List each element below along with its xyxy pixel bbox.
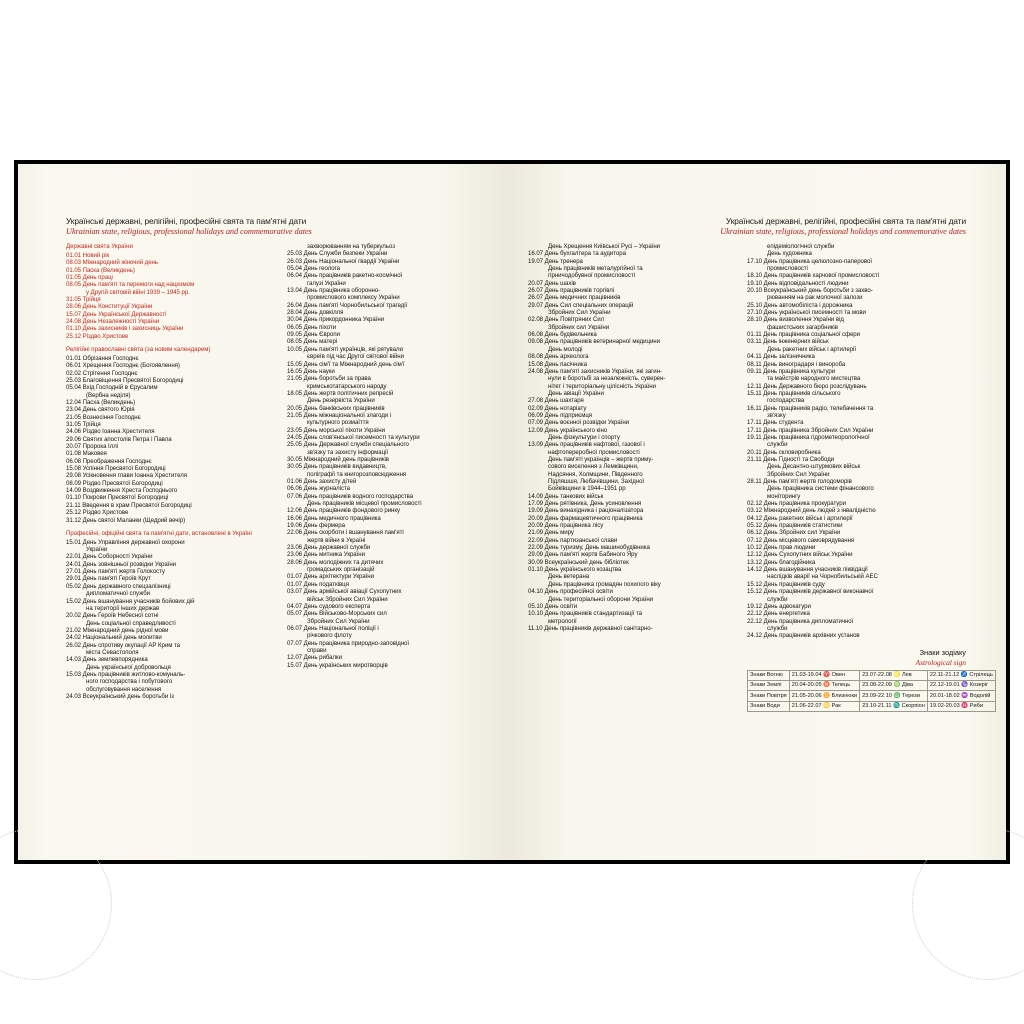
zodiac-cell: 21.06-22.07 ♋ Рак bbox=[789, 701, 859, 711]
holiday-entry: 21.05 День боротьби за права bbox=[287, 375, 371, 383]
holiday-entry: 10.10 День працівників стандартизації та bbox=[528, 610, 643, 618]
zodiac-cell: 22.12-19.01 ♑ Козеріг bbox=[927, 680, 995, 690]
zodiac-title-en: Astrological sign bbox=[915, 657, 966, 667]
holiday-entry: та майстрів народного мистецтва bbox=[767, 375, 861, 383]
section-title-state-holidays: Державні свята України bbox=[66, 243, 133, 250]
holiday-entry: 23.06 День державної служби bbox=[287, 544, 371, 552]
holiday-entry: 16.07 День бухгалтера та аудитора bbox=[528, 250, 626, 258]
holiday-entry: річкового флоту bbox=[307, 632, 352, 640]
holiday-entry: моніторингу bbox=[767, 492, 801, 500]
zodiac-row bbox=[748, 701, 996, 711]
holiday-entry: 03.07 День армійської авіації Сухопутних bbox=[287, 588, 402, 596]
holiday-entry: 21.09 День миру bbox=[528, 529, 574, 537]
zodiac-cell: Знаки Землі bbox=[748, 680, 790, 690]
holiday-entry: 06.07 День Національної поліції і bbox=[287, 624, 379, 632]
holiday-entry: 04.12 День ракетних військ і артилерії bbox=[747, 514, 853, 522]
holiday-entry: 06.05 День піхоти bbox=[287, 323, 336, 331]
holiday-entry: 06.04 День працівників ракетно-космічної bbox=[287, 272, 403, 280]
holiday-entry: 18.10 День працівників харчової промисловості bbox=[747, 272, 879, 280]
zodiac-table bbox=[747, 670, 996, 713]
holiday-entry: 30.09 Всеукраїнський день бібліотек bbox=[528, 558, 629, 566]
zodiac-cell: 21.03-19.04 ♈ Овен bbox=[789, 670, 859, 680]
holiday-entry: 11.10 День працівників державної санітарно- bbox=[528, 624, 653, 632]
holiday-entry: 24.06 Різдво Іоанна Хрестителя bbox=[66, 428, 155, 436]
right-column-2 bbox=[747, 243, 993, 712]
holiday-entry: епідеміологічної служби bbox=[767, 243, 835, 250]
holiday-entry: 26.04 День пам'яті Чорнобильської трагедії bbox=[287, 301, 408, 309]
holiday-entry: 29.09 День пам'яті жертв Бабиного Яру bbox=[528, 551, 638, 559]
holiday-entry: 08.05 День пам'яті та перемоги над нацизмом bbox=[66, 281, 195, 289]
holiday-entry: нафтопереробної промисловості bbox=[548, 448, 640, 456]
holiday-entry: 08.03 Міжнародний жіночий день bbox=[66, 259, 158, 267]
holiday-entry: 14.09 Воздвиження Хреста Господнього bbox=[66, 487, 178, 495]
holiday-entry: 20.09 День фармацевтичного працівника bbox=[528, 514, 643, 522]
holiday-entry: нули в боротьбі за незалежність, суверен- bbox=[548, 375, 666, 383]
holiday-entry: жертв війни в Україні bbox=[307, 536, 366, 544]
holiday-entry: галузі України bbox=[307, 279, 346, 287]
holiday-entry: 21.02 Міжнародний день рідної мови bbox=[66, 626, 169, 634]
zodiac-cell: 23.08-22.09 ♍ Діва bbox=[860, 680, 928, 690]
holiday-entry: справи bbox=[307, 646, 327, 654]
holiday-entry: метрології bbox=[548, 617, 577, 625]
dates-list-july-october bbox=[528, 243, 737, 632]
holiday-entry: 28.04 День довкілля bbox=[287, 309, 344, 317]
holiday-entry: 15.07 День Української Державності bbox=[66, 310, 167, 318]
holiday-entry: 19.12 День адвокатури bbox=[747, 602, 811, 610]
holiday-entry: 01.06 День захисту дітей bbox=[287, 478, 357, 485]
holiday-entry: 20.09 День працівника лісу bbox=[528, 522, 604, 530]
holiday-entry: 28.11 День пам'яті жертв голодоморів bbox=[747, 478, 852, 485]
holiday-entry: 25.12 Різдво Христове bbox=[66, 509, 129, 517]
holiday-entry: 15.07 День українських миротворців bbox=[287, 661, 388, 669]
holiday-entry: євреїв під час Другої світової війни bbox=[307, 353, 404, 361]
holiday-entry: 28.06 День молодіжних та дитячих bbox=[287, 558, 384, 566]
holiday-entry: 24.03 Всеукраїнський день боротьби із bbox=[66, 692, 174, 700]
left-column-2 bbox=[287, 243, 498, 669]
left-columns bbox=[66, 243, 498, 700]
holiday-entry: 28.06 День Конституції України bbox=[66, 303, 153, 311]
holiday-entry: День працівника громадян похилого віку bbox=[548, 580, 661, 588]
left-column-1 bbox=[66, 243, 277, 700]
left-page bbox=[18, 164, 512, 860]
holiday-entry: 12.06 День працівників фондового ринку bbox=[287, 507, 401, 515]
holiday-entry: промислового комплексу України bbox=[307, 294, 400, 302]
religious-holidays-list bbox=[66, 355, 277, 524]
holiday-entry: 25.10 День автомобіліста і дорожника bbox=[747, 301, 853, 309]
section-title-religious-holidays: Релігійні православні свята (за новим календарем) bbox=[66, 346, 211, 354]
holiday-entry: 15.01 День Управління державної охорони bbox=[66, 538, 185, 546]
zodiac-row bbox=[748, 691, 996, 701]
holiday-entry: 14.03 День землевпорядника bbox=[66, 656, 148, 664]
holiday-entry: 07.09 День воєнної розвідки України bbox=[528, 419, 630, 427]
calendar-page-frame bbox=[14, 160, 1010, 864]
holiday-entry: 12.11 День Державного бюро розслідувань bbox=[747, 382, 867, 390]
holiday-entry: 22.12 День енергетика bbox=[747, 610, 810, 618]
holiday-entry: 15.02 День вшанування учасників бойових дій bbox=[66, 597, 195, 605]
holiday-entry: культурного розмаїття bbox=[307, 419, 369, 427]
holiday-entry: нітет і територіальну цілісність України bbox=[548, 382, 656, 390]
holiday-entry: зв'язку bbox=[767, 411, 786, 419]
holiday-entry: 30.05 Міжнародний день працівників bbox=[287, 455, 389, 463]
holiday-entry: 05.04 День геолога bbox=[287, 265, 341, 273]
holiday-entry: 22.09 День туризму, День машинобудівника bbox=[528, 544, 650, 552]
holiday-entry: 31.12 День святої Маланки (Щедрий вечір) bbox=[66, 516, 186, 524]
holiday-entry: Збройних Сил України bbox=[767, 470, 830, 478]
holiday-entry: 20.07 День шахів bbox=[528, 279, 576, 287]
zodiac-cell: 21.05-20.06 ♊ Близнюки bbox=[789, 691, 859, 701]
holiday-entry: 22.12 День працівника дипломатичної bbox=[747, 617, 854, 625]
holiday-entry: служби bbox=[767, 595, 788, 603]
holiday-entry: сового виселення з Лемківщини, bbox=[548, 463, 639, 471]
holiday-entry: 01.01 Новий рік bbox=[66, 251, 110, 259]
holiday-entry: День Десантно-штурмових військ bbox=[767, 463, 861, 471]
holiday-entry: 05.04 Вхід Господній в Єрусалим bbox=[66, 384, 158, 392]
holiday-entry: 20.11 День скловиробника bbox=[747, 448, 821, 456]
holiday-entry: 06.08 День будівельника bbox=[528, 331, 597, 339]
holiday-entry: фашистських загарбників bbox=[767, 323, 838, 331]
holiday-entry: 27.08 День шахтаря bbox=[528, 397, 584, 405]
zodiac-cell: 19.02-20.03 ♓ Риби bbox=[927, 701, 995, 711]
holiday-entry: ного господарства і побутового bbox=[86, 678, 173, 686]
holiday-entry: 26.03 День Національної гвардії України bbox=[287, 257, 400, 265]
holiday-entry: 21.11 Введення в храм Пресвятої Богородиці bbox=[66, 501, 192, 509]
holiday-entry: на території інших держав bbox=[86, 604, 160, 612]
zodiac-cell: Знаки Води bbox=[748, 701, 790, 711]
holiday-entry: військ Збройних Сил України bbox=[307, 595, 388, 603]
holiday-entry: 26.07 День медичних працівників bbox=[528, 294, 621, 302]
holiday-entry: зв'язку та захисту інформації bbox=[307, 448, 389, 456]
holiday-entry: 01.08 Маковея bbox=[66, 450, 107, 458]
holiday-entry: 15.08 Успіння Пресвятої Богородиці bbox=[66, 465, 166, 473]
holiday-entry: Підляшшя, Любачівщини, Західної bbox=[548, 478, 645, 485]
holiday-entry: 01.01 Обрізання Господнє bbox=[66, 354, 139, 362]
zodiac-cell: 23.09-22.10 ♎ Терези bbox=[860, 691, 928, 701]
holiday-entry: 20.02 День Героїв Небесної сотні bbox=[66, 612, 159, 620]
page-title-uk-left: Українські державні, релігійні, професійні свята та пам'ятні дати bbox=[66, 216, 307, 226]
holiday-entry: День Хрещення Київської Русі – України bbox=[548, 243, 661, 250]
holiday-entry: Бойківщини в 1944–1951 рр bbox=[548, 485, 626, 493]
holiday-entry: 13.09 День працівників нафтової, газової і bbox=[528, 441, 645, 449]
holiday-entry: 23.04 День святого Юрія bbox=[66, 406, 135, 414]
holiday-entry: 16.06 День медичного працівника bbox=[287, 514, 381, 522]
holiday-entry: 19.06 День фермера bbox=[287, 522, 345, 530]
holiday-entry: 15.08 День пасічника bbox=[528, 360, 587, 368]
zodiac-cell: 20.01-18.02 ♒ Водолій bbox=[927, 691, 995, 701]
holiday-entry: 25.12 Різдво Христове bbox=[66, 332, 129, 340]
holiday-entry: 06.01 Хрещення Господнє (Богоявлення) bbox=[66, 362, 180, 370]
holiday-entry: День фізкультури і спорту bbox=[548, 433, 620, 441]
holiday-entry: Збройних Сил України bbox=[307, 617, 370, 625]
holiday-entry: 03.11 День інженерних військ bbox=[747, 338, 829, 346]
holiday-entry: 01.05 Паска (Великдень) bbox=[66, 266, 135, 274]
holiday-entry: 07.07 День працівника природно-заповідної bbox=[287, 639, 409, 647]
holiday-entry: 13.04 День працівника оборонно- bbox=[287, 287, 381, 295]
holiday-entry: 24.12 День працівників архівних установ bbox=[747, 632, 860, 640]
holiday-entry: День працівників металургійної та bbox=[548, 265, 643, 273]
zodiac-title-uk: Знаки зодіаку bbox=[919, 647, 966, 657]
page-title-en-right: Ukrainian state, religious, professional holidays and commemorative dates bbox=[720, 227, 966, 236]
holiday-entry: 24.08 День пам'яті захисників України, які загин- bbox=[528, 367, 662, 375]
holiday-entry: 24.02 Національний день молитви bbox=[66, 634, 162, 642]
holiday-entry: 19.07 День тренера bbox=[528, 257, 583, 265]
holiday-entry: наслідків аварії на Чорнобильській АЕС bbox=[767, 573, 878, 581]
holiday-entry: 09.08 День працівників ветеринарної медицини bbox=[528, 338, 660, 346]
zodiac-cell: Знаки Повітря bbox=[748, 691, 790, 701]
holiday-entry: 19.11 День працівника гідрометеорологічної bbox=[747, 433, 870, 441]
holiday-entry: 30.05 День працівників видавництв, bbox=[287, 463, 387, 471]
holiday-entry: 01.07 День податківця bbox=[287, 580, 349, 588]
holiday-entry: 21.05 Вознесіння Господнє bbox=[66, 413, 141, 421]
holiday-entry: 16.05 День науки bbox=[287, 367, 335, 375]
holiday-entry: 01.10 День українського козацтва bbox=[528, 566, 622, 574]
holiday-entry: (Вербна неділя) bbox=[86, 391, 131, 399]
holiday-entry: 25.05 День Державної служби спеціального bbox=[287, 441, 409, 449]
holiday-entry: День художника bbox=[767, 250, 812, 258]
holiday-entry: 15.12 День працівників суду bbox=[747, 580, 825, 588]
holiday-entry: 15.03 День працівників житлово-комуналь- bbox=[66, 670, 186, 678]
holiday-entry: 13.12 День благодійника bbox=[747, 558, 816, 566]
right-columns bbox=[528, 243, 993, 712]
holiday-entry: служби bbox=[767, 441, 788, 449]
holiday-entry: 02.12 День працівника прокуратури bbox=[747, 500, 846, 508]
holiday-entry: 29.07 День Сил спеціальних операцій bbox=[528, 301, 634, 309]
holiday-entry: День молоді bbox=[548, 345, 583, 353]
holiday-entry: 05.10 День освіти bbox=[528, 602, 578, 610]
holiday-entry: промисловості bbox=[767, 265, 808, 273]
holiday-entry: 16.11 День працівників радіо, телебачення та bbox=[747, 404, 874, 412]
holiday-entry: 05.07 День Військово-Морських сил bbox=[287, 610, 387, 618]
holiday-entry: 31.05 Трійця bbox=[66, 421, 101, 429]
holiday-entry: господарства bbox=[767, 397, 805, 405]
holiday-entry: 12.04 Пасха (Великдень) bbox=[66, 399, 136, 406]
holiday-entry: 14.12 День вшанування учасників ліквідації bbox=[747, 566, 868, 574]
holiday-entry: гірничодобувної промисловості bbox=[548, 272, 635, 280]
holiday-entry: 15.05 День сім'ї та Міжнародний день сім'ї bbox=[287, 360, 405, 368]
holiday-entry: 06.12 День Збройних сил України bbox=[747, 529, 841, 537]
holiday-entry: День української добровольця bbox=[86, 663, 171, 671]
holiday-entry: День працівників місцевої промисловості bbox=[307, 500, 422, 508]
holiday-entry: дипломатичної служби bbox=[86, 590, 150, 598]
professional-dates-list bbox=[66, 539, 277, 701]
holiday-entry: 17.11 День працівника Збройних Сил України bbox=[747, 426, 874, 434]
holiday-entry: 09.11 День працівника культури bbox=[747, 367, 836, 375]
holiday-entry: 20.10 Всеукраїнський день боротьби з захво- bbox=[747, 287, 873, 295]
right-page bbox=[512, 164, 1006, 860]
holiday-entry: 07.12 День місцевого самоврядування bbox=[747, 536, 855, 544]
holiday-entry: 08.11 День виноградаря і винороба bbox=[747, 360, 846, 368]
holiday-entry: у Другій світовій війні 1939 – 1945 рр. bbox=[86, 288, 190, 296]
holiday-entry: День резервіста України bbox=[307, 397, 375, 405]
holiday-entry: 08.08 День археолога bbox=[528, 353, 589, 361]
holiday-entry: 22.06 День скорботи і вшанування пам'яті bbox=[287, 529, 404, 537]
holiday-entry: 02.09 День нотаріату bbox=[528, 404, 587, 412]
holiday-entry: 29.01 День пам'яті Героїв Крут bbox=[66, 575, 151, 583]
dates-list-october-december bbox=[747, 243, 966, 640]
holiday-entry: 02.02 Стрітення Господнє bbox=[66, 369, 138, 377]
holiday-entry: 25.03 Благовіщення Пресвятої Богородиці bbox=[66, 376, 184, 384]
holiday-entry: 22.01 День Соборності України bbox=[66, 553, 153, 561]
holiday-entry: 12.07 День рибалки bbox=[287, 654, 342, 662]
zodiac-row bbox=[748, 680, 996, 690]
holiday-entry: 01.11 День працівника соціальної сфери bbox=[747, 331, 861, 339]
holiday-entry: Надсяння, Холмщини, Південного bbox=[548, 470, 643, 478]
holiday-entry: захворюванням на туберкульоз bbox=[307, 243, 395, 250]
holiday-entry: 19.10 День відповідальності людини bbox=[747, 279, 849, 287]
holiday-entry: 24.01 День зовнішньої розвідки України bbox=[66, 560, 176, 568]
holiday-entry: 05.12 День працівників статистики bbox=[747, 522, 843, 530]
holiday-entry: України bbox=[86, 546, 108, 554]
zodiac-block bbox=[747, 647, 993, 713]
holiday-entry: 12.12 День Сухопутних військ України bbox=[747, 551, 853, 559]
holiday-entry: 06.08 Преображення Господнє bbox=[66, 457, 152, 465]
holiday-entry: 22.09 День партизанської слави bbox=[528, 536, 618, 544]
holiday-entry: 02.08 День Повітряних Сил bbox=[528, 316, 605, 324]
right-column-1 bbox=[528, 243, 737, 632]
holiday-entry: 20.05 День банківських працівників bbox=[287, 404, 385, 412]
holiday-entry: 07.06 День працівників водного господарства bbox=[287, 492, 414, 500]
holiday-entry: День ветерана bbox=[548, 573, 590, 581]
holiday-entry: 23.06 День митника України bbox=[287, 551, 365, 559]
holiday-entry: 21.05 День міжнаціональної злагоди і bbox=[287, 411, 392, 419]
holiday-entry: 01.10 Покрови Пресвятої Богородиці bbox=[66, 494, 169, 502]
holiday-entry: 30.04 День прикордонника України bbox=[287, 316, 385, 324]
holiday-entry: 17.11 День студента bbox=[747, 419, 804, 427]
zodiac-cell: Знаки Вогню bbox=[748, 670, 790, 680]
holiday-entry: поліграфії та книгорозповсюдження bbox=[307, 470, 407, 478]
holiday-entry: 28.10 День визволення України від bbox=[747, 316, 844, 324]
zodiac-cell: 22.11-21.12 ♐ Стрілець bbox=[927, 670, 995, 680]
holiday-entry: Збройних сил України bbox=[548, 323, 610, 331]
holiday-entry: 15.12 День працівників державної виконавчої bbox=[747, 588, 874, 596]
holiday-entry: 10.12 День прав людини bbox=[747, 544, 816, 552]
holiday-entry: 04.10 День професійної освіти bbox=[528, 588, 613, 596]
holiday-entry: 24.08 День Незалежності України bbox=[66, 318, 160, 325]
zodiac-row bbox=[748, 670, 996, 680]
holiday-entry: 15.11 День працівників сільського bbox=[747, 389, 841, 397]
holiday-entry: День соціальної справедливості bbox=[86, 619, 176, 627]
section-title-professional-dates: Професійні, офіційні свята та пам'ятні дати, встановлені в Україні bbox=[66, 529, 252, 537]
holiday-entry: 14.09 День танкових військ bbox=[528, 492, 604, 500]
holiday-entry: Збройних Сил України bbox=[548, 309, 611, 317]
zodiac-cell: 23.07-22.08 ♌ Лев bbox=[860, 670, 928, 680]
holiday-entry: 26.02 День спротиву окупації АР Крим та bbox=[66, 641, 181, 649]
holiday-entry: кримськотатарського народу bbox=[307, 382, 387, 390]
holiday-entry: міста Севастополя bbox=[86, 648, 139, 656]
holiday-entry: 29.08 Усікновення глави Іоанна Хрестителя bbox=[66, 472, 187, 480]
holiday-entry: День ракетних військ і артилерії bbox=[767, 345, 856, 353]
holiday-entry: 01.05 День праці bbox=[66, 273, 113, 281]
holiday-entry: 17.10 День працівника целюлозно-паперової bbox=[747, 257, 872, 265]
holiday-entry: 06.09 День підприємця bbox=[528, 411, 593, 419]
holiday-entry: 21.11 День Гідності та Свободи bbox=[747, 455, 835, 463]
holiday-entry: День працівника системи фінансового bbox=[767, 485, 874, 493]
holiday-entry: День пам'яті українців – жертв приму- bbox=[548, 455, 654, 463]
holiday-entry: 10.05 День пам'яті українців, які рятували bbox=[287, 345, 403, 353]
page-title-en-left: Ukrainian state, religious, professional holidays and commemorative dates bbox=[66, 227, 312, 236]
holiday-entry: 09.05 День Європи bbox=[287, 331, 340, 339]
holiday-entry: 08.09 Різдво Пресвятої Богородиці bbox=[66, 479, 163, 487]
holiday-entry: рюванням на рак молочної залози bbox=[767, 294, 863, 302]
zodiac-cell: 23.10-21.11 ♏ Скорпіон bbox=[860, 701, 928, 711]
holiday-entry: 25.03 День Служби безпеки України bbox=[287, 250, 388, 258]
professional-dates-list-cont bbox=[287, 243, 498, 669]
zodiac-cell: 20.04-20.05 ♉ Телець bbox=[789, 680, 859, 690]
holiday-entry: 24.05 День слов'янської писемності та культури bbox=[287, 433, 420, 441]
holiday-entry: 06.06 День журналіста bbox=[287, 485, 350, 493]
holiday-entry: 04.11 День залізничника bbox=[747, 353, 815, 361]
holiday-entry: 27.10 День української писемності та мови bbox=[747, 309, 866, 317]
holiday-entry: 27.01 День пам'яті жертв Голокосту bbox=[66, 568, 165, 576]
holiday-entry: 20.07 Пророка Іллі bbox=[66, 443, 119, 451]
holiday-entry: 01.07 День архітектури України bbox=[287, 573, 374, 581]
holiday-entry: 03.12 Міжнародний день людей з інвалідністю bbox=[747, 507, 876, 515]
holiday-entry: 01.10 День захисників і захисниць України bbox=[66, 325, 184, 333]
holiday-entry: 04.07 День судового експерта bbox=[287, 602, 371, 610]
holiday-entry: 18.05 День жертв політичних репресій bbox=[287, 389, 394, 397]
holiday-entry: 29.06 Святих апостолів Петра і Павла bbox=[66, 435, 172, 443]
holiday-entry: День територіальної оборони України bbox=[548, 595, 654, 603]
holiday-entry: 17.09 День рятівника, День усиновлення bbox=[528, 500, 642, 508]
holiday-entry: 31.05 Трійця bbox=[66, 295, 101, 303]
holiday-entry: 26.07 День працівників торгівлі bbox=[528, 287, 615, 295]
holiday-entry: 05.02 День державного спецзалізниці bbox=[66, 582, 171, 590]
holiday-entry: 08.05 День матері bbox=[287, 338, 338, 346]
holiday-entry: обслуговування населення bbox=[86, 685, 162, 693]
holiday-entry: служби bbox=[767, 624, 788, 632]
holiday-entry: День авіації України bbox=[548, 389, 604, 397]
page-title-uk-right: Українські державні, релігійні, професійні свята та пам'ятні дати bbox=[725, 216, 966, 226]
calendar-spread bbox=[18, 164, 1006, 860]
holiday-entry: 23.05 День морської піхоти України bbox=[287, 426, 385, 434]
holiday-entry: 19.09 День винахідника і раціоналізатора bbox=[528, 507, 644, 515]
holiday-entry: громадських організацій bbox=[307, 566, 375, 574]
state-holidays-list bbox=[66, 252, 277, 340]
holiday-entry: 12.09 День українського кіно bbox=[528, 426, 608, 434]
